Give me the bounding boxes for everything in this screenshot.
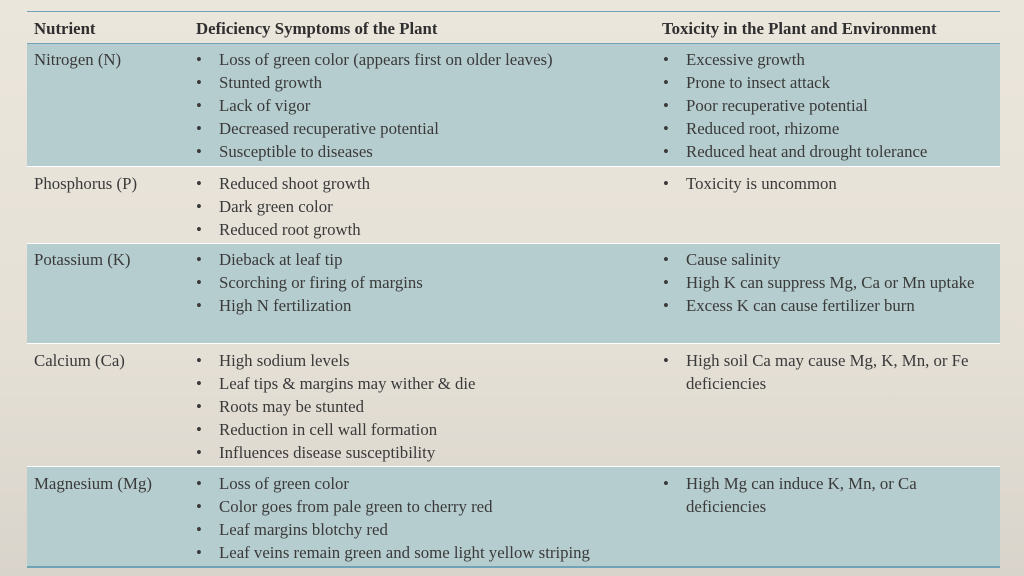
list-item: • Reduced root, rhizome: [655, 117, 1000, 140]
list-item: • High Mg can induce K, Mn, or Ca deficiencies: [655, 472, 1000, 518]
toxicity-list: [655, 472, 1000, 566]
list-item: • Dark green color: [188, 195, 655, 218]
header-toxicity: Toxicity in the Plant and Environment: [662, 19, 937, 38]
list-item: • Loss of green color: [188, 472, 655, 495]
list-item: • Leaf veins remain green and some light yellow striping: [188, 541, 655, 564]
nutrient-name: Potassium (K): [34, 250, 131, 269]
list-item: • Reduced shoot growth: [188, 172, 655, 195]
list-item: • High N fertilization: [188, 294, 655, 317]
nutrient-name: Magnesium (Mg): [34, 474, 152, 493]
list-item: • Loss of green color (appears first on older leaves): [188, 48, 655, 71]
list-item: • Leaf margins blotchy red: [188, 518, 655, 541]
table-row-nitrogen: [27, 44, 1000, 166]
list-item: • Poor recuperative potential: [655, 94, 1000, 117]
toxicity-list: [655, 349, 1000, 466]
list-item: • Excess K can cause fertilizer burn: [655, 294, 1000, 317]
nutrient-name: Nitrogen (N): [34, 50, 122, 69]
list-item: • Reduced root growth: [188, 218, 655, 241]
deficiency-list: [188, 172, 655, 243]
list-item: • Cause salinity: [655, 248, 1000, 271]
table-row-potassium: [27, 243, 1000, 343]
table-row-magnesium: [27, 466, 1000, 566]
nutrient-name: Phosphorus (P): [34, 174, 138, 193]
table-row-phosphorus: [27, 166, 1000, 243]
list-item: • Roots may be stunted: [188, 395, 655, 418]
deficiency-list: [188, 472, 655, 566]
list-item: • Reduced heat and drought tolerance: [655, 140, 1000, 163]
toxicity-list: [655, 248, 1000, 343]
nutrient-name: Calcium (Ca): [34, 351, 125, 370]
list-item: • High K can suppress Mg, Ca or Mn uptake: [655, 271, 1000, 294]
table-row-calcium: [27, 343, 1000, 466]
deficiency-list: [188, 248, 655, 343]
list-item: • High soil Ca may cause Mg, K, Mn, or Fe deficiencies: [655, 349, 1000, 395]
list-item: • Dieback at leaf tip: [188, 248, 655, 271]
list-item: • Excessive growth: [655, 48, 1000, 71]
list-item: • Toxicity is uncommon: [655, 172, 1000, 195]
list-item: • Leaf tips & margins may wither & die: [188, 372, 655, 395]
nutrient-table: [27, 11, 1000, 568]
list-item: • High sodium levels: [188, 349, 655, 372]
toxicity-list: [655, 48, 1000, 166]
list-item: • Prone to insect attack: [655, 71, 1000, 94]
list-item: • Decreased recuperative potential: [188, 117, 655, 140]
header-deficiency: Deficiency Symptoms of the Plant: [196, 19, 438, 38]
toxicity-list: [655, 172, 1000, 243]
table-header-row: [27, 12, 1000, 44]
list-item: • Susceptible to diseases: [188, 140, 655, 163]
list-item: • Color goes from pale green to cherry red: [188, 495, 655, 518]
list-item: • Lack of vigor: [188, 94, 655, 117]
list-item: • Stunted growth: [188, 71, 655, 94]
list-item: • Reduction in cell wall formation: [188, 418, 655, 441]
deficiency-list: [188, 48, 655, 166]
deficiency-list: [188, 349, 655, 466]
list-item: • Influences disease susceptibility: [188, 441, 655, 464]
list-item: • Scorching or firing of margins: [188, 271, 655, 294]
header-nutrient: Nutrient: [34, 19, 96, 38]
